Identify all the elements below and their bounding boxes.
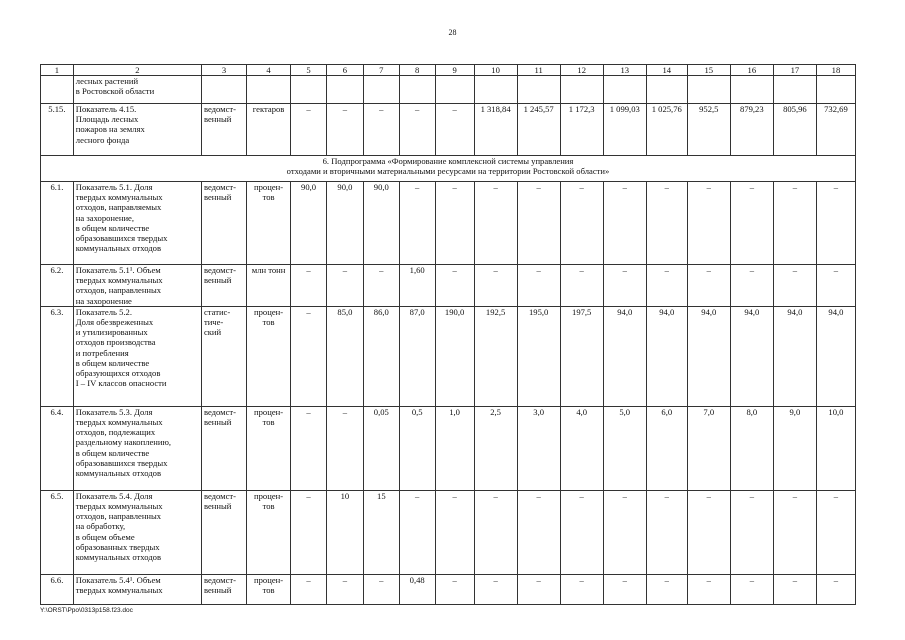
value-cell: 1,60 [399,265,435,307]
unit-cell: процен- тов [247,406,291,490]
value-cell: – [517,182,560,265]
data-source-cell: ведомст- венный [201,182,246,265]
value-cell [730,76,773,104]
value-cell: – [399,182,435,265]
value-cell: 1 099,03 [603,104,646,156]
value-cell: – [517,265,560,307]
value-cell: 197,5 [560,306,603,406]
value-cell: – [773,574,816,604]
indicator-name-cell: Показатель 4.15. Площадь лесных пожаров на землях лесного фонда [73,104,201,156]
value-cell: – [560,182,603,265]
row-number-cell: 6.4. [41,406,74,490]
value-cell: – [560,265,603,307]
value-cell: 87,0 [399,306,435,406]
table-row [41,182,856,265]
value-cell [399,76,435,104]
value-cell: – [435,490,474,574]
value-cell: – [816,490,855,574]
value-cell: 94,0 [773,306,816,406]
row-number-cell: 6.5. [41,490,74,574]
value-cell: 879,23 [730,104,773,156]
value-cell: – [291,306,327,406]
value-cell: – [560,490,603,574]
value-cell: – [474,574,517,604]
section-title: 6. Подпрограмма «Формирование комплексной системы управления отходами и вторичными материальными ресурсами на территории Ростовской области» [41,156,856,182]
indicators-table [40,64,856,605]
value-cell: 0,48 [399,574,435,604]
value-cell: – [435,265,474,307]
section-heading-row [41,156,856,182]
value-cell: – [730,265,773,307]
value-cell: 9,0 [773,406,816,490]
data-source-cell: ведомст- венный [201,574,246,604]
value-cell: – [363,574,399,604]
value-cell [816,76,855,104]
value-cell: – [291,490,327,574]
value-cell: – [474,182,517,265]
data-source-cell: ведомст- венный [201,104,246,156]
value-cell: – [646,265,687,307]
table-row [41,265,856,307]
indicator-name-cell: Показатель 5.3. Доля твердых коммунальных отходов, подлежащих раздельному накоплению, в общем количестве образовавшихся твердых коммунальных отходов [73,406,201,490]
indicator-name-cell: Показатель 5.1. Доля твердых коммунальных отходов, направляемых на захоронение, в общем количестве образовавшихся твердых коммунальных отходов [73,182,201,265]
value-cell: – [646,182,687,265]
value-cell: 1 245,57 [517,104,560,156]
unit-cell: процен- тов [247,490,291,574]
unit-cell: процен- тов [247,306,291,406]
unit-cell: млн тонн [247,265,291,307]
value-cell: – [399,490,435,574]
column-number-cell: 11 [517,65,560,76]
value-cell: – [517,574,560,604]
value-cell: – [687,182,730,265]
table-row [41,104,856,156]
value-cell: – [435,574,474,604]
indicator-name-cell: Показатель 5.2. Доля обезвреженных и утилизированных отходов производства и потребления в общем количестве образующихся отходов I – IV классов опасности [73,306,201,406]
value-cell: – [773,265,816,307]
value-cell [435,76,474,104]
column-number-cell: 13 [603,65,646,76]
unit-cell: процен- тов [247,574,291,604]
column-number-cell: 12 [560,65,603,76]
indicator-name-cell: Показатель 5.4¹. Объем твердых коммунальных [73,574,201,604]
value-cell: – [363,104,399,156]
value-cell: 10 [326,490,363,574]
column-number-cell: 8 [399,65,435,76]
data-source-cell [201,76,246,104]
indicator-name-cell: Показатель 5.4. Доля твердых коммунальных отходов, направленных на обработку, в общем объеме образованных твердых коммунальных отходов [73,490,201,574]
value-cell: – [730,182,773,265]
column-number-cell: 10 [474,65,517,76]
value-cell: 195,0 [517,306,560,406]
value-cell: – [773,490,816,574]
column-number-cell: 17 [773,65,816,76]
value-cell: 8,0 [730,406,773,490]
value-cell [363,76,399,104]
value-cell [603,76,646,104]
value-cell: – [603,265,646,307]
value-cell: 805,96 [773,104,816,156]
value-cell: – [603,490,646,574]
value-cell: 7,0 [687,406,730,490]
column-number-cell: 15 [687,65,730,76]
unit-cell: процен- тов [247,182,291,265]
value-cell: – [687,574,730,604]
value-cell: – [474,265,517,307]
value-cell: 94,0 [816,306,855,406]
value-cell: – [435,104,474,156]
column-number-row [41,65,856,76]
value-cell: – [646,574,687,604]
value-cell: 1 318,84 [474,104,517,156]
value-cell: – [474,490,517,574]
value-cell: 2,5 [474,406,517,490]
value-cell: 90,0 [326,182,363,265]
column-number-cell: 4 [247,65,291,76]
column-number-cell: 2 [73,65,201,76]
value-cell [773,76,816,104]
value-cell: 732,69 [816,104,855,156]
indicator-name-cell: лесных растений в Ростовской области [73,76,201,104]
value-cell: 94,0 [603,306,646,406]
column-number-cell: 9 [435,65,474,76]
row-number-cell [41,76,74,104]
value-cell: 10,0 [816,406,855,490]
value-cell: 0,5 [399,406,435,490]
value-cell: – [560,574,603,604]
value-cell: 94,0 [730,306,773,406]
value-cell: – [326,265,363,307]
value-cell [474,76,517,104]
column-number-cell: 7 [363,65,399,76]
row-number-cell: 6.3. [41,306,74,406]
value-cell: – [816,182,855,265]
data-source-cell: статис- тиче- ский [201,306,246,406]
value-cell: – [687,490,730,574]
value-cell: 4,0 [560,406,603,490]
page-number: 28 [448,28,457,37]
data-source-cell: ведомст- венный [201,490,246,574]
value-cell: 15 [363,490,399,574]
value-cell: 0,05 [363,406,399,490]
value-cell: – [603,182,646,265]
column-number-cell: 14 [646,65,687,76]
value-cell: – [291,265,327,307]
value-cell: – [291,574,327,604]
data-source-cell: ведомст- венный [201,406,246,490]
row-number-cell: 6.6. [41,574,74,604]
value-cell [687,76,730,104]
value-cell: 6,0 [646,406,687,490]
indicator-name-cell: Показатель 5.1¹. Объем твердых коммунальных отходов, направленных на захоронение [73,265,201,307]
value-cell: – [730,574,773,604]
value-cell: – [399,104,435,156]
value-cell: – [603,574,646,604]
table-row [41,306,856,406]
value-cell: – [435,182,474,265]
row-number-cell: 5.15. [41,104,74,156]
value-cell: 1 025,76 [646,104,687,156]
table-row [41,406,856,490]
value-cell: 190,0 [435,306,474,406]
value-cell: 5,0 [603,406,646,490]
value-cell: – [730,490,773,574]
unit-cell [247,76,291,104]
value-cell: 86,0 [363,306,399,406]
value-cell: 1 172,3 [560,104,603,156]
value-cell: – [363,265,399,307]
value-cell: – [646,490,687,574]
column-number-cell: 6 [326,65,363,76]
row-number-cell: 6.1. [41,182,74,265]
file-path-footer: Y:\ORST\Ppo\0313p158.f23.doc [40,607,133,614]
column-number-cell: 18 [816,65,855,76]
value-cell: – [291,104,327,156]
value-cell: 94,0 [646,306,687,406]
value-cell: 952,5 [687,104,730,156]
value-cell: 1,0 [435,406,474,490]
value-cell: – [517,490,560,574]
data-source-cell: ведомст- венный [201,265,246,307]
unit-cell: гектаров [247,104,291,156]
value-cell [517,76,560,104]
column-number-cell: 16 [730,65,773,76]
table-row [41,574,856,604]
table-row [41,490,856,574]
table-row [41,76,856,104]
value-cell [291,76,327,104]
value-cell: – [291,406,327,490]
value-cell [646,76,687,104]
value-cell: 90,0 [291,182,327,265]
value-cell: 85,0 [326,306,363,406]
column-number-cell: 1 [41,65,74,76]
value-cell: 3,0 [517,406,560,490]
column-number-cell: 5 [291,65,327,76]
column-number-cell: 3 [201,65,246,76]
value-cell [326,76,363,104]
value-cell: – [773,182,816,265]
value-cell: – [687,265,730,307]
value-cell: – [816,265,855,307]
value-cell: 192,5 [474,306,517,406]
value-cell: – [816,574,855,604]
value-cell: – [326,574,363,604]
value-cell: – [326,406,363,490]
value-cell: – [326,104,363,156]
row-number-cell: 6.2. [41,265,74,307]
value-cell [560,76,603,104]
value-cell: 90,0 [363,182,399,265]
value-cell: 94,0 [687,306,730,406]
